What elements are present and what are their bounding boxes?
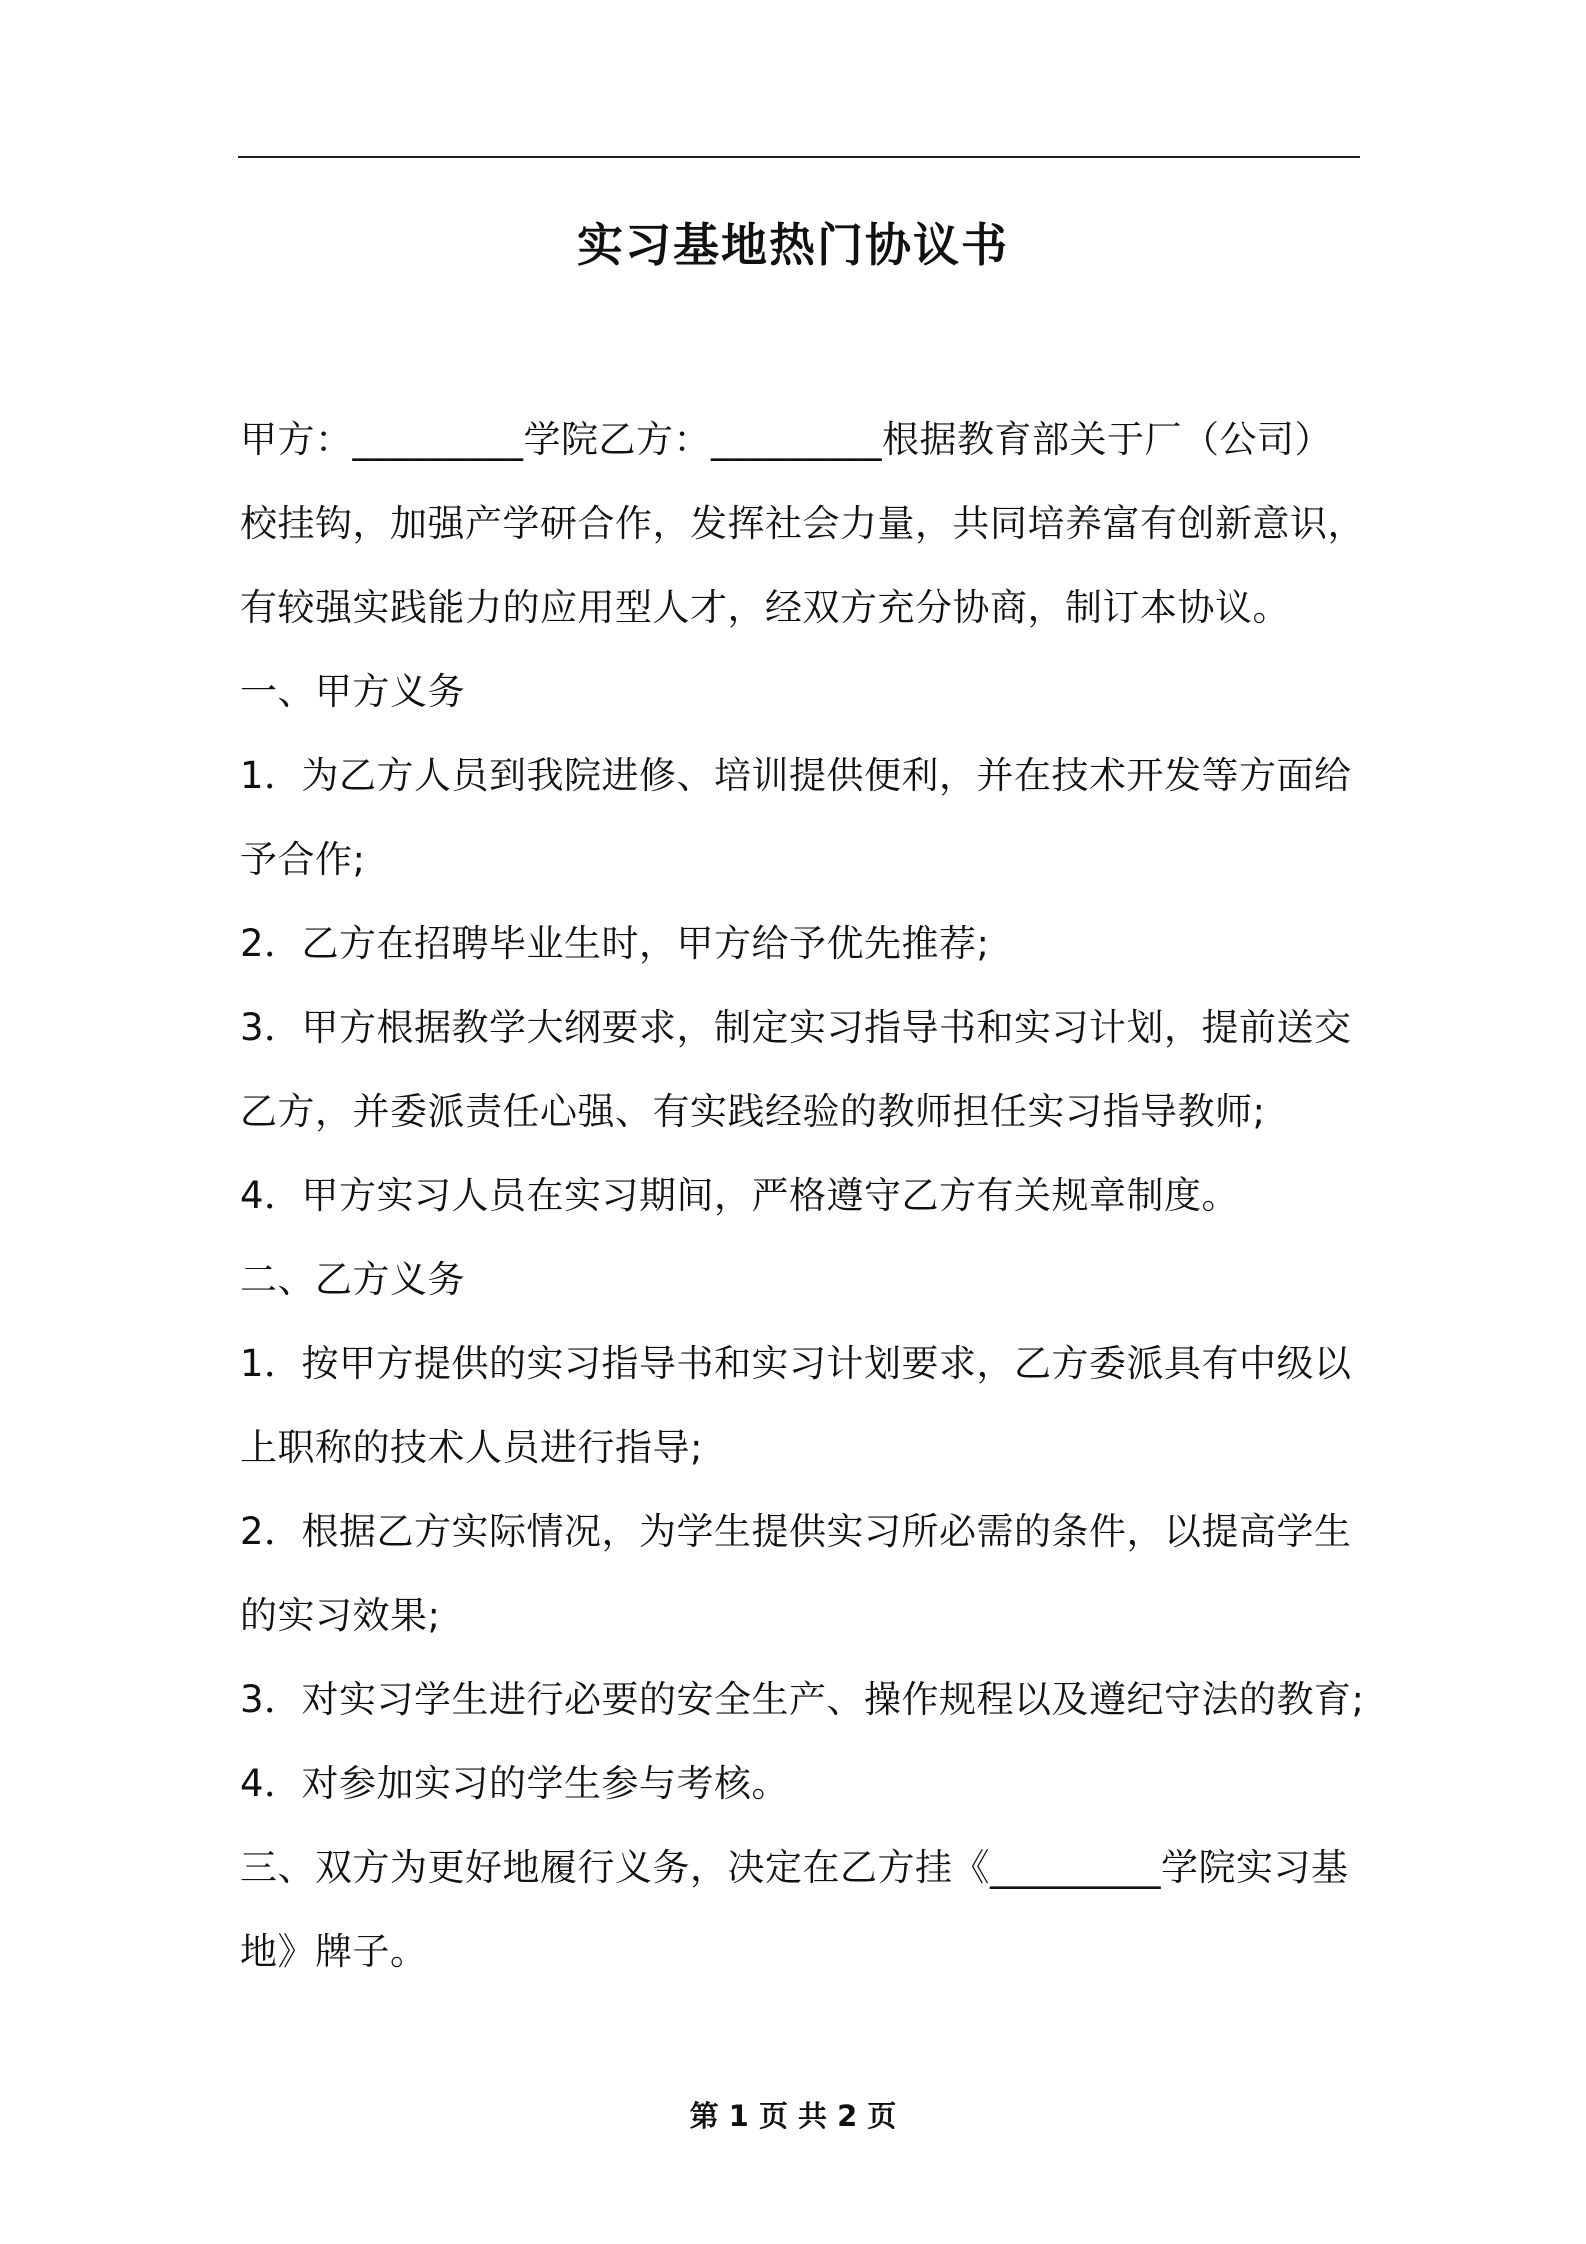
body-line: 予合作; xyxy=(240,838,366,881)
section-heading: 二、乙方义务 xyxy=(240,1258,465,1301)
body-line: 甲方：_________学院乙方：_________根据教育部关于厂（公司） xyxy=(240,418,1332,461)
body-line: 1．按甲方提供的实习指导书和实习计划要求，乙方委派具有中级以 xyxy=(240,1342,1352,1385)
body-line: 4．对参加实习的学生参与考核。 xyxy=(240,1762,790,1805)
body-line: 乙方，并委派责任心强、有实践经验的教师担任实习指导教师; xyxy=(240,1090,1266,1133)
body-line: 2．根据乙方实际情况，为学生提供实习所必需的条件，以提高学生 xyxy=(240,1510,1352,1553)
body-line: 的实习效果; xyxy=(240,1594,441,1637)
page-footer: 第 1 页 共 2 页 xyxy=(689,2099,897,2133)
body-line: 4．甲方实习人员在实习期间，严格遵守乙方有关规章制度。 xyxy=(240,1174,1240,1217)
document-title: 实习基地热门协议书 xyxy=(577,218,1009,272)
body-line: 校挂钩，加强产学研合作，发挥社会力量，共同培养富有创新意识， xyxy=(240,502,1365,545)
header-rule xyxy=(238,156,1360,158)
section-heading: 三、双方为更好地履行义务，决定在乙方挂《_________学院实习基 xyxy=(240,1846,1349,1889)
section-heading: 一、甲方义务 xyxy=(240,670,465,713)
body-line: 2．乙方在招聘毕业生时，甲方给予优先推荐; xyxy=(240,922,990,965)
body-line: 上职称的技术人员进行指导; xyxy=(240,1426,703,1469)
body-line: 3．对实习学生进行必要的安全生产、操作规程以及遵纪守法的教育; xyxy=(240,1678,1365,1721)
body-line: 3．甲方根据教学大纲要求，制定实习指导书和实习计划，提前送交 xyxy=(240,1006,1352,1049)
body-line: 有较强实践能力的应用型人才，经双方充分协商，制订本协议。 xyxy=(240,586,1290,629)
document-body xyxy=(240,408,1370,2004)
body-line: 1．为乙方人员到我院进修、培训提供便利，并在技术开发等方面给 xyxy=(240,754,1352,797)
body-line: 地》牌子。 xyxy=(240,1930,428,1973)
